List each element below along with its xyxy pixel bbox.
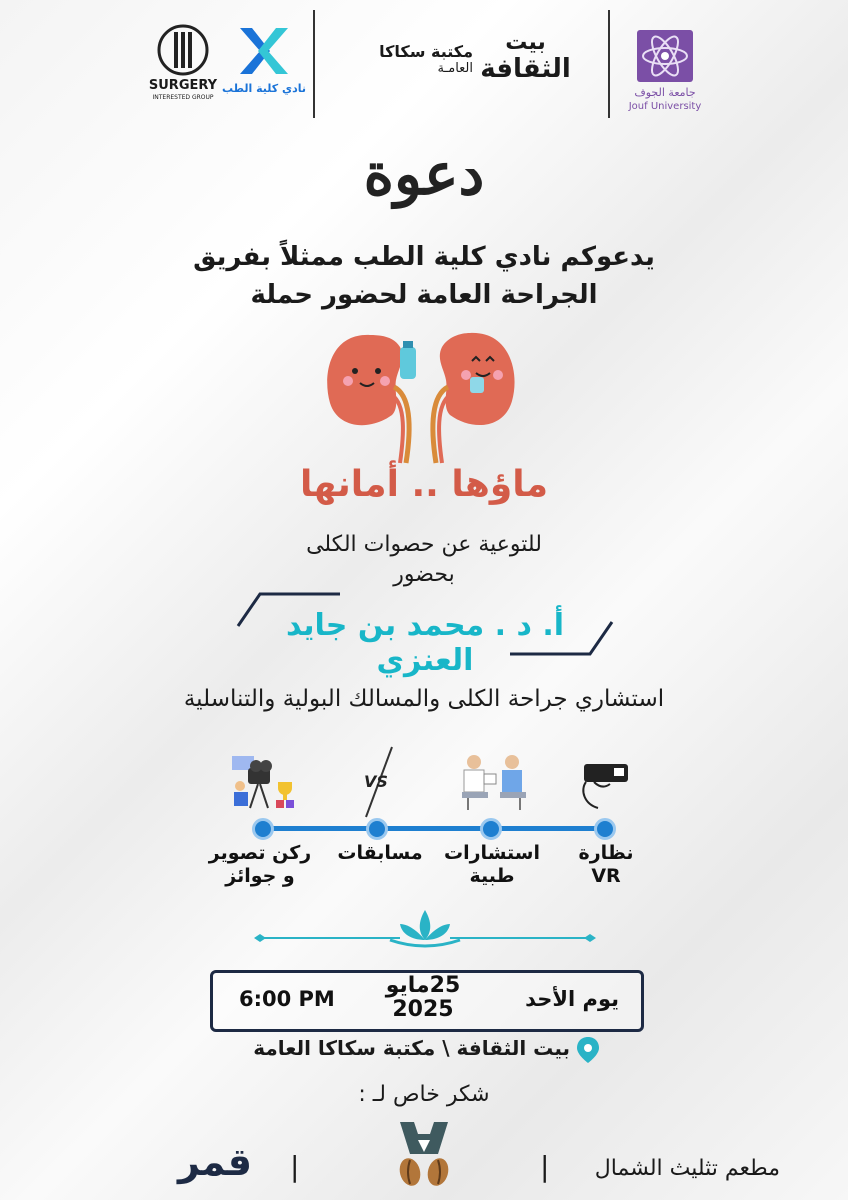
library-line1: مكتبة سكاكا: [379, 42, 473, 61]
event-datetime-box: [210, 970, 644, 1032]
med-club-logo-text: نادي كلية الطب: [222, 82, 306, 95]
university-name-ar: جامعة الجوف: [634, 86, 696, 99]
culture-house-line1: بيت: [505, 30, 546, 55]
invitation-line-2: الجراحة العامة لحضور حملة: [250, 280, 598, 310]
library-name: [355, 42, 473, 76]
timeline-node: [594, 818, 616, 840]
jouf-university-logo: [625, 28, 705, 118]
university-emblem-icon: [635, 28, 695, 84]
invitation-line-1: يدعوكم نادي كلية الطب ممثلاً بفريق: [193, 242, 655, 272]
timeline-node: [366, 818, 388, 840]
med-club-emblem-icon: [230, 24, 298, 78]
event-time: 6:00 PM: [239, 987, 335, 1011]
activity-label: استشارات: [444, 842, 540, 864]
ornament-divider: [250, 906, 600, 956]
location-pin-icon: [576, 1036, 600, 1064]
activity-label: VR: [591, 865, 621, 887]
surgery-logo-sub: INTERESTED GROUP: [152, 94, 214, 101]
culture-house-logo: [478, 32, 573, 84]
event-location: [240, 1034, 600, 1066]
activity-label: طبية: [469, 865, 515, 887]
header-divider: [313, 10, 315, 118]
consultation-icon: [456, 752, 532, 812]
sponsor-restaurant: مطعم تثليث الشمال: [594, 1156, 780, 1181]
speaker-name: أ. د . محمد بن جايد العنزي: [285, 608, 565, 678]
timeline-node: [480, 818, 502, 840]
sponsor-separator: |: [540, 1150, 550, 1183]
camera-prizes-icon: [228, 752, 298, 810]
event-day: يوم الأحد: [525, 987, 619, 1011]
surgery-group-logo: [148, 22, 218, 106]
library-line2: العامـة: [437, 61, 473, 76]
attendance-label: بحضور: [393, 562, 455, 587]
speaker-role: استشاري جراحة الكلى والمسالك البولية والتناسلية: [183, 686, 665, 712]
versus-icon: [358, 745, 402, 819]
scalpel-circle-icon: [148, 22, 218, 78]
svg-text:VS: VS: [364, 772, 388, 791]
activity-label: و جوائز: [225, 865, 295, 887]
sponsor-qamar-logo: قمر: [178, 1140, 252, 1184]
activity-label: نظارة: [578, 842, 634, 864]
activity-label: مسابقات: [337, 842, 423, 864]
coffee-sponsor-logo: [392, 1118, 456, 1192]
campaign-title: ماؤها .. أمانها: [299, 464, 549, 505]
activity-photo-corner: [200, 842, 320, 888]
sponsor-separator: |: [290, 1150, 300, 1183]
event-date-day-month: 25مايو: [385, 973, 461, 998]
activity-competitions: [320, 842, 440, 865]
activity-vr: [546, 842, 666, 888]
left-kidney: [327, 335, 416, 463]
kidneys-illustration: [300, 325, 540, 465]
activity-consultations: [432, 842, 552, 888]
timeline-line: [262, 826, 606, 831]
header-divider: [608, 10, 610, 118]
timeline-node: [252, 818, 274, 840]
right-kidney: [433, 333, 515, 463]
surgery-logo-main: SURGERY: [148, 78, 218, 93]
university-name-en: Jouf University: [628, 101, 702, 112]
event-year: 2025: [392, 997, 454, 1022]
thanks-heading: شكر خاص لـ :: [358, 1082, 490, 1107]
vr-headset-icon: [576, 760, 632, 810]
location-text: بيت الثقافة \ مكتبة سكاكا العامة: [253, 1036, 570, 1060]
culture-house-line2: الثقافة: [480, 54, 571, 84]
campaign-purpose: للتوعية عن حصوات الكلى: [306, 532, 542, 557]
med-club-logo: [222, 24, 306, 104]
invitation-heading: دعوة: [363, 140, 485, 208]
activity-label: ركن تصوير: [208, 842, 312, 864]
